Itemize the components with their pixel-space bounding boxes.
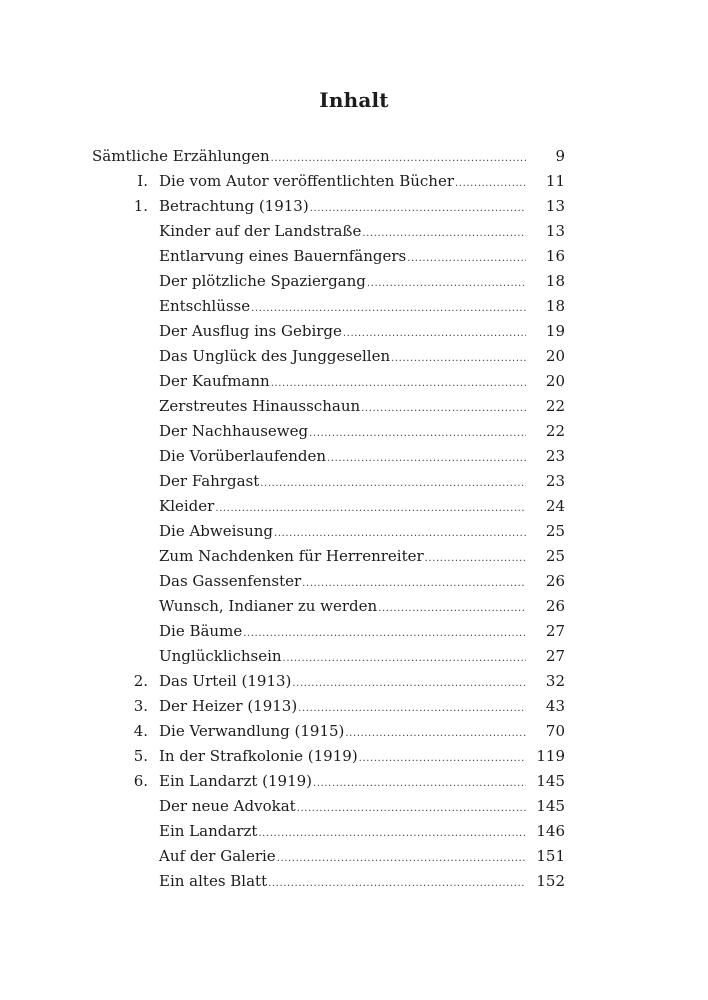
toc-entry-title: Die Verwandlung (1915) [159, 722, 345, 740]
toc-entry-title: Der Fahrgast [159, 472, 260, 490]
toc-entry-title-line [159, 794, 526, 821]
dot-leader [274, 521, 526, 546]
dot-leader [455, 171, 526, 196]
toc-entry-number: I. [137, 172, 148, 190]
toc-entry-page-number: 18 [545, 272, 565, 290]
dot-leader [283, 646, 526, 671]
toc-entry-title: Die vom Autor veröffentlichten Bücher [159, 172, 455, 190]
toc-entry-page-number: 22 [545, 422, 565, 440]
toc-entry-title: In der Strafkolonie (1919) [159, 747, 358, 765]
toc-entry-page-number: 145 [536, 772, 565, 790]
toc-entry-title-line [159, 369, 526, 396]
toc-entry-title: Die Bäume [159, 622, 243, 640]
toc-entry[interactable] [0, 444, 708, 469]
toc-entry-page-number: 152 [536, 872, 565, 890]
toc-entry-title: Ein Landarzt (1919) [159, 772, 313, 790]
toc-entry-title: Die Abweisung [159, 522, 274, 540]
toc-entry-title-line [159, 569, 526, 596]
toc-entry-page-number: 119 [536, 747, 565, 765]
toc-entry-page-number: 25 [545, 547, 565, 565]
toc-entry-title: Der Heizer (1913) [159, 697, 298, 715]
toc-entry-title-line [159, 819, 526, 846]
toc-entry-page-number: 146 [536, 822, 565, 840]
toc-entry-title-line [159, 394, 526, 421]
toc-entry[interactable] [0, 394, 708, 419]
dot-leader [343, 321, 526, 346]
dot-leader [313, 771, 526, 796]
dot-leader [327, 446, 526, 471]
toc-entry-title: Der plötzliche Spaziergang [159, 272, 366, 290]
dot-leader [378, 596, 526, 621]
toc-entry[interactable] [0, 319, 708, 344]
toc-entry-title-line [159, 594, 526, 621]
toc-entry-page-number: 32 [545, 672, 565, 690]
toc-entry[interactable] [0, 819, 708, 844]
toc-entry-title-line [159, 194, 526, 221]
toc-entry[interactable] [0, 844, 708, 869]
toc-entry-title: Ein altes Blatt [159, 872, 268, 890]
toc-entry-title-line [159, 469, 526, 496]
toc-entry[interactable] [0, 569, 708, 594]
dot-leader [268, 871, 526, 896]
toc-entry-title-line [159, 544, 526, 571]
toc-entry-title-line [92, 144, 526, 171]
toc-entry-title-line [159, 344, 526, 371]
toc-entry-title: Der Nachhauseweg [159, 422, 309, 440]
page-title: Inhalt [319, 88, 389, 112]
dot-leader [243, 621, 526, 646]
dot-leader [297, 796, 526, 821]
toc-entry-title-line [159, 444, 526, 471]
dot-leader [258, 821, 526, 846]
toc-entry-title-line [159, 844, 526, 871]
toc-entry-title: Zum Nachdenken für Herrenreiter [159, 547, 424, 565]
toc-entry[interactable] [0, 194, 708, 219]
toc-entry-title: Wunsch, Indianer zu werden [159, 597, 378, 615]
toc-entry-title-line [159, 769, 526, 796]
toc-entry-page-number: 27 [545, 622, 565, 640]
toc-entry-title: Kleider [159, 497, 215, 515]
toc-entry-title: Zerstreutes Hinausschaun [159, 397, 361, 415]
toc-entry-title-line [159, 294, 526, 321]
dot-leader [302, 571, 526, 596]
toc-entry-page-number: 24 [545, 497, 565, 515]
toc-entry-title-line [159, 519, 526, 546]
toc-entry[interactable] [0, 169, 708, 194]
toc-entry-title-line [159, 744, 526, 771]
toc-entry[interactable] [0, 344, 708, 369]
dot-leader [251, 296, 526, 321]
toc-entry-page-number: 18 [545, 297, 565, 315]
toc-entry-page-number: 43 [545, 697, 565, 715]
toc-entry-title: Der Kaufmann [159, 372, 270, 390]
toc-entry-title-line [159, 319, 526, 346]
dot-leader [425, 546, 526, 571]
toc-entry-title-line [159, 269, 526, 296]
toc-entry-page-number: 26 [545, 572, 565, 590]
toc-entry[interactable] [0, 719, 708, 744]
toc-entry-page-number: 11 [545, 172, 565, 190]
toc-entry-number: 5. [133, 747, 148, 765]
toc-entry-title: Ein Landarzt [159, 822, 258, 840]
dot-leader [362, 221, 526, 246]
toc-entry-page-number: 27 [545, 647, 565, 665]
toc-entry-title-line [159, 494, 526, 521]
toc-entry[interactable] [0, 544, 708, 569]
dot-leader [292, 671, 526, 696]
toc-entry-page-number: 20 [545, 372, 565, 390]
toc-entry-title: Der neue Advokat [159, 797, 296, 815]
toc-entry-number: 2. [133, 672, 148, 690]
toc-entry[interactable] [0, 769, 708, 794]
toc-entry[interactable] [0, 644, 708, 669]
toc-entry[interactable] [0, 744, 708, 769]
toc-entry-page-number: 23 [545, 447, 565, 465]
toc-entry-title: Kinder auf der Landstraße [159, 222, 362, 240]
toc-entry-page-number: 25 [545, 522, 565, 540]
toc-entry[interactable] [0, 369, 708, 394]
toc-entry-title: Auf der Galerie [159, 847, 276, 865]
dot-leader [260, 471, 526, 496]
toc-entry-page-number: 22 [545, 397, 565, 415]
toc-entry-number: 3. [133, 697, 148, 715]
dot-leader [271, 371, 526, 396]
dot-leader [367, 271, 526, 296]
dot-leader [271, 146, 526, 171]
toc-entry-title-line [159, 244, 526, 271]
toc-entry-page-number: 16 [545, 247, 565, 265]
dot-leader [407, 246, 526, 271]
toc-entry-title: Das Unglück des Junggesellen [159, 347, 391, 365]
dot-leader [361, 396, 526, 421]
toc-entry-page-number: 23 [545, 472, 565, 490]
toc-entry-title: Unglücklichsein [159, 647, 282, 665]
dot-leader [391, 346, 526, 371]
toc-entry-page-number: 145 [536, 797, 565, 815]
dot-leader [310, 196, 526, 221]
dot-leader [298, 696, 526, 721]
toc-entry-number: 1. [133, 197, 148, 215]
dot-leader [359, 746, 526, 771]
toc-entry[interactable] [0, 244, 708, 269]
toc-entry[interactable] [0, 269, 708, 294]
dot-leader [345, 721, 526, 746]
toc-entry-page-number: 13 [545, 222, 565, 240]
toc-entry-title: Der Ausflug ins Gebirge [159, 322, 342, 340]
toc-entry-title: Entschlüsse [159, 297, 251, 315]
toc-entry-page-number: 13 [545, 197, 565, 215]
toc-entry[interactable] [0, 144, 708, 169]
toc-entry-title: Die Vorüberlaufenden [159, 447, 327, 465]
toc-entry-number: 6. [133, 772, 148, 790]
toc-entry-title: Das Gassenfenster [159, 572, 302, 590]
dot-leader [277, 846, 526, 871]
toc-entry[interactable] [0, 494, 708, 519]
toc-entry[interactable] [0, 694, 708, 719]
toc-entry-title: Das Urteil (1913) [159, 672, 292, 690]
table-of-contents [0, 144, 708, 894]
toc-entry[interactable] [0, 519, 708, 544]
toc-entry-page-number: 19 [545, 322, 565, 340]
toc-entry-title: Sämtliche Erzählungen [92, 147, 270, 165]
toc-entry-title-line [159, 719, 526, 746]
toc-entry[interactable] [0, 794, 708, 819]
toc-entry[interactable] [0, 294, 708, 319]
toc-entry-title: Betrachtung (1913) [159, 197, 309, 215]
toc-entry[interactable] [0, 669, 708, 694]
toc-entry-title-line [159, 869, 526, 896]
toc-entry[interactable] [0, 594, 708, 619]
dot-leader [309, 421, 526, 446]
toc-entry[interactable] [0, 419, 708, 444]
toc-entry-title-line [159, 169, 526, 196]
toc-entry-title-line [159, 419, 526, 446]
toc-entry-page-number: 151 [536, 847, 565, 865]
toc-entry-title-line [159, 669, 526, 696]
toc-entry-page-number: 26 [545, 597, 565, 615]
toc-entry-page-number: 9 [555, 147, 565, 165]
toc-entry-page-number: 20 [545, 347, 565, 365]
toc-entry[interactable] [0, 869, 708, 894]
toc-entry-title-line [159, 644, 526, 671]
toc-entry-title-line [159, 619, 526, 646]
toc-entry-title-line [159, 219, 526, 246]
toc-entry[interactable] [0, 619, 708, 644]
toc-entry-title-line [159, 694, 526, 721]
toc-entry-title: Entlarvung eines Bauernfängers [159, 247, 407, 265]
toc-entry-page-number: 70 [545, 722, 565, 740]
dot-leader [215, 496, 526, 521]
toc-entry-number: 4. [133, 722, 148, 740]
toc-entry[interactable] [0, 219, 708, 244]
toc-entry[interactable] [0, 469, 708, 494]
